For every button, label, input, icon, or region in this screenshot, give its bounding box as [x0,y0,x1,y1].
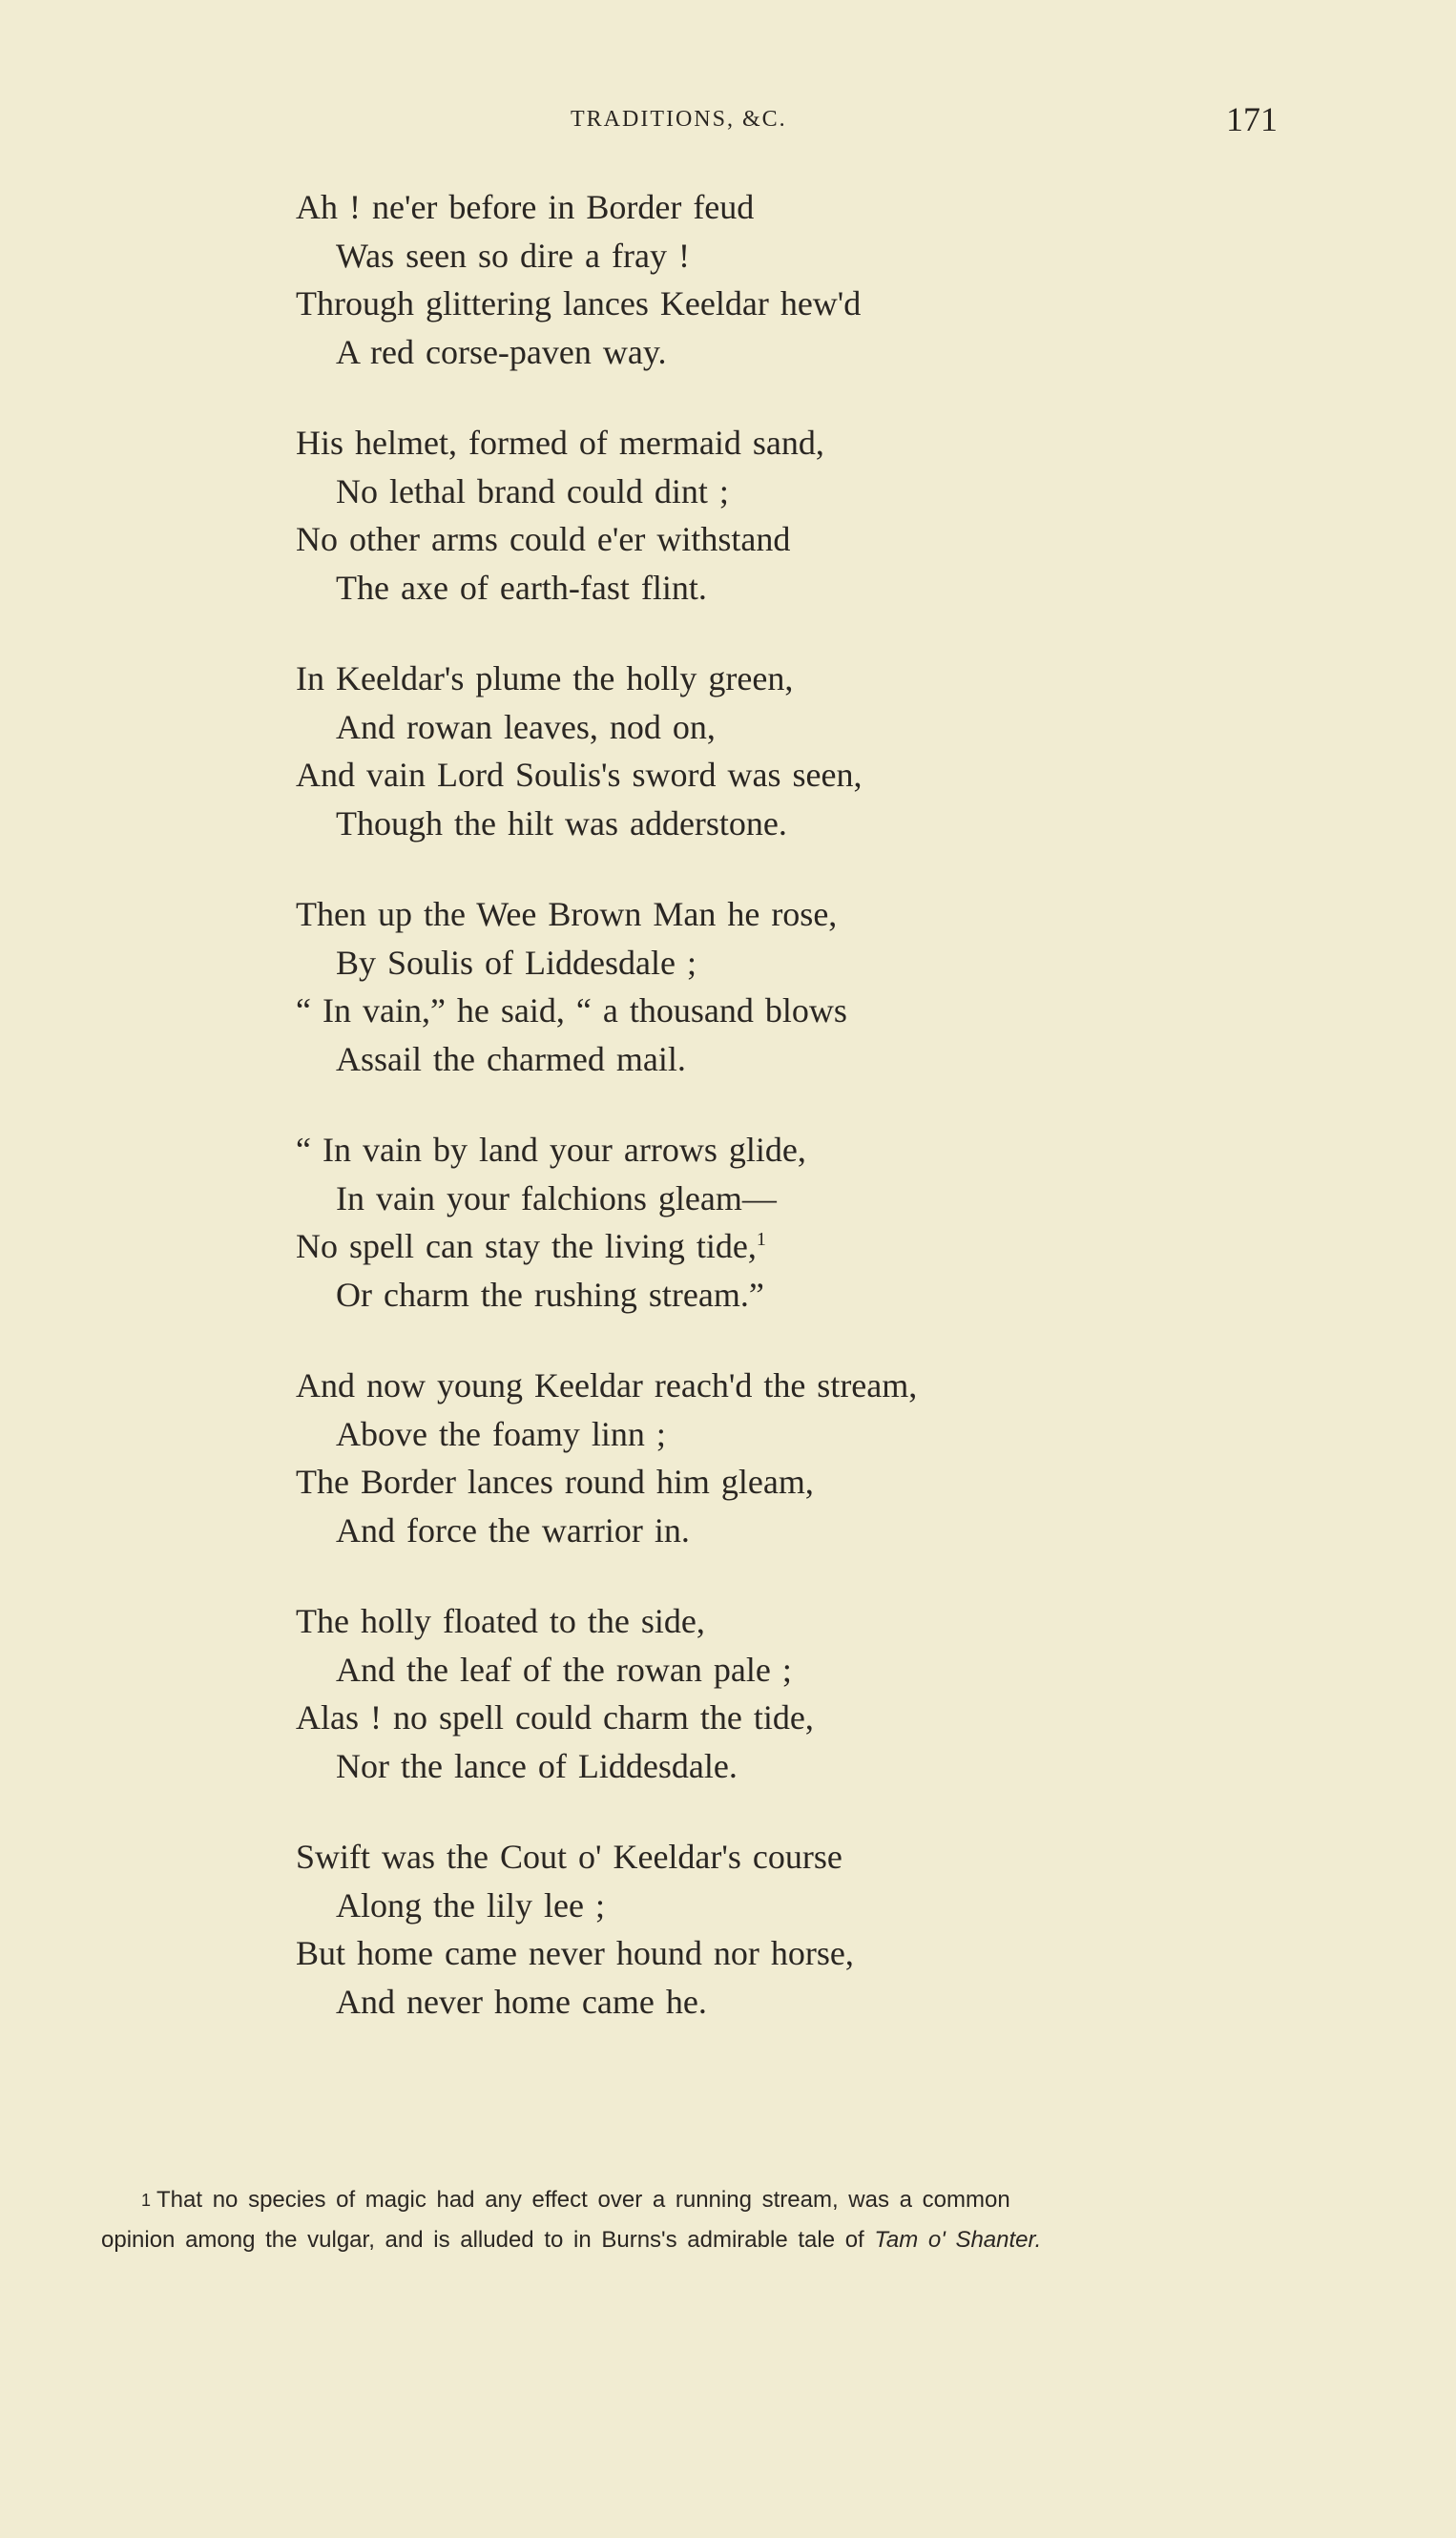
stanza-4 [296,890,1250,1083]
poem-line: But home came never hound nor horse, [296,1934,854,1972]
poem-line: Was seen so dire a fray ! [336,236,690,275]
poem-line: Ah ! ne'er before in Border feud [296,188,755,226]
stanza-6 [296,1362,1250,1554]
footnote-reference[interactable]: 1 [756,1229,766,1250]
stanza-3 [296,655,1250,847]
poem-line: Or charm the rushing stream.” [336,1275,764,1314]
poem-line-text: No spell can stay the living tide, [296,1227,757,1265]
poem-line: The holly floated to the side, [296,1602,705,1640]
poem-line: And the leaf of the rowan pale ; [336,1650,792,1689]
footnote-line-1 [101,2180,1342,2220]
poem-line: By Soulis of Liddesdale ; [336,943,697,982]
stanza-1 [296,183,1250,376]
footnote-marker: 1 [141,2191,152,2210]
footnote-book-title: Tam o' Shanter. [874,2227,1042,2253]
poem-line: And now young Keeldar reach'd the stream, [296,1366,918,1404]
poem-line: Swift was the Cout o' Keeldar's course [296,1838,842,1876]
poem-line: The Border lances round him gleam, [296,1463,814,1501]
poem-line: Assail the charmed mail. [336,1039,686,1078]
stanza-2 [296,419,1250,612]
poem-line: “ In vain by land your arrows glide, [296,1131,806,1169]
footnote-text-2: opinion among the vulgar, and is alluded to in Burns's admirable tale of [101,2227,875,2253]
poem-line: And force the warrior in. [336,1510,690,1550]
poem-line: And vain Lord Soulis's sword was seen, [296,756,863,794]
poem-line-with-footnote [296,1222,1250,1271]
poem-line: The axe of earth-fast flint. [336,568,707,607]
stanza-7 [296,1597,1250,1790]
poem-line: Through glittering lances Keeldar hew'd [296,284,862,322]
page-number: 171 [1226,100,1278,138]
poem-line: Though the hilt was adderstone. [336,803,787,843]
poem-line: “ In vain,” he said, “ a thousand blows [296,991,847,1030]
poem-line: No other arms could e'er withstand [296,520,791,558]
footnote-text-1: That no species of magic had any effect over a running stream, was a common [156,2187,1010,2213]
poem-line: No lethal brand could dint ; [336,471,729,510]
running-header [0,99,1456,137]
footnote-line-2 [101,2220,1342,2260]
poem-line: A red corse-paven way. [336,332,667,371]
poem-line: And never home came he. [336,1982,707,2021]
poem-line: Then up the Wee Brown Man he rose, [296,895,838,933]
running-title: TRADITIONS, &C. [571,107,787,132]
stanza-8 [296,1833,1250,2026]
poem-line: His helmet, formed of mermaid sand, [296,424,824,462]
poem-line: In Keeldar's plume the holly green, [296,659,794,697]
footnote [101,2180,1342,2260]
poem-line: Above the foamy linn ; [336,1414,666,1453]
poem-line: Along the lily lee ; [336,1885,605,1924]
stanza-5 [296,1126,1250,1319]
poem-line: Alas ! no spell could charm the tide, [296,1698,814,1737]
poem-line: In vain your falchions gleam— [336,1178,777,1217]
poem-line: Nor the lance of Liddesdale. [336,1746,738,1785]
poem [296,183,1250,2069]
poem-line: And rowan leaves, nod on, [336,707,716,746]
